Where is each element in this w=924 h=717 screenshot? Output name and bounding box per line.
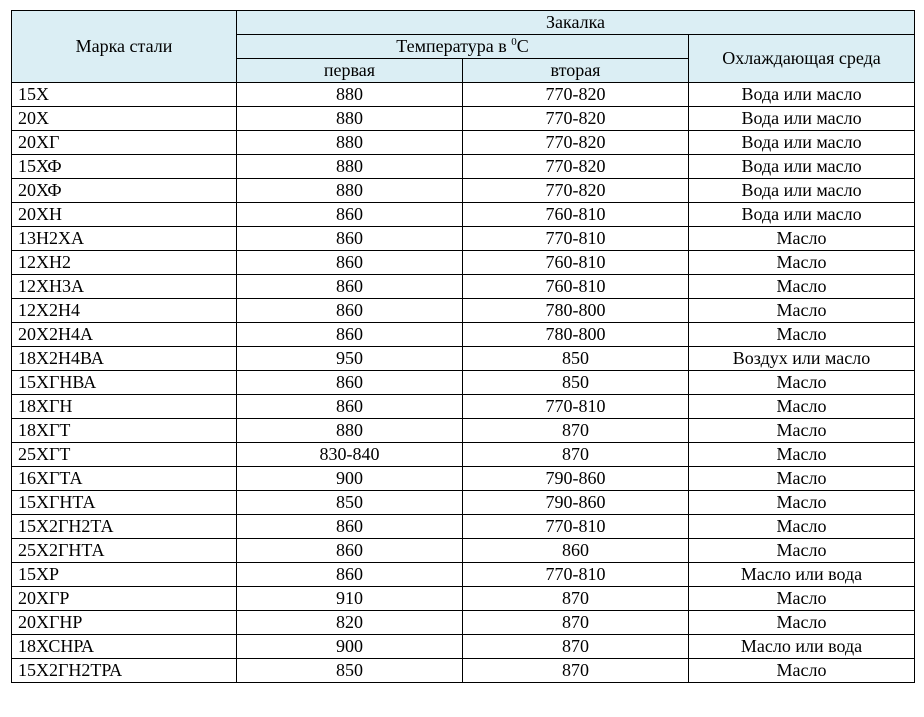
table-row — [12, 179, 915, 203]
cooling-medium-cell: Масло — [689, 659, 915, 683]
cooling-medium-cell: Вода или масло — [689, 203, 915, 227]
table-row — [12, 323, 915, 347]
second-temp-cell: 770-810 — [463, 515, 689, 539]
temperature-label: Температура в — [396, 36, 512, 56]
steel-grade-cell: 15Х2ГН2ТА — [12, 515, 237, 539]
first-temp-cell: 880 — [237, 155, 463, 179]
first-temp-cell: 860 — [237, 275, 463, 299]
second-temp-cell: 790-860 — [463, 491, 689, 515]
second-temp-cell: 870 — [463, 659, 689, 683]
table-row — [12, 611, 915, 635]
first-temp-cell: 860 — [237, 251, 463, 275]
steel-grade-cell: 20Х — [12, 107, 237, 131]
steel-grade-cell: 15Х2ГН2ТРА — [12, 659, 237, 683]
steel-grade-cell: 18ХГТ — [12, 419, 237, 443]
first-temp-cell: 860 — [237, 203, 463, 227]
degree-superscript: 0 — [511, 36, 517, 48]
table-row — [12, 107, 915, 131]
second-temp-cell: 770-820 — [463, 83, 689, 107]
cooling-medium-cell: Масло — [689, 299, 915, 323]
steel-grade-cell: 20ХГНР — [12, 611, 237, 635]
header-row-1 — [12, 11, 915, 35]
second-temp-cell: 870 — [463, 635, 689, 659]
table-row — [12, 347, 915, 371]
first-temp-cell: 860 — [237, 299, 463, 323]
steel-grade-cell: 20ХГ — [12, 131, 237, 155]
steel-grade-cell: 20ХН — [12, 203, 237, 227]
table-row — [12, 227, 915, 251]
first-temp-cell: 850 — [237, 491, 463, 515]
second-temp-cell: 770-810 — [463, 395, 689, 419]
grade-column-header: Марка стали — [12, 11, 237, 83]
table-row — [12, 203, 915, 227]
second-temp-cell: 790-860 — [463, 467, 689, 491]
steel-quenching-table — [11, 10, 915, 683]
cooling-medium-cell: Масло или вода — [689, 635, 915, 659]
quench-header: Закалка — [237, 11, 915, 35]
cooling-medium-cell: Масло — [689, 611, 915, 635]
first-temp-cell: 910 — [237, 587, 463, 611]
second-temp-cell: 850 — [463, 371, 689, 395]
temperature-unit: С — [516, 36, 529, 56]
first-temp-cell: 820 — [237, 611, 463, 635]
cooling-medium-cell: Вода или масло — [689, 83, 915, 107]
first-temp-cell: 950 — [237, 347, 463, 371]
cooling-medium-cell: Масло — [689, 419, 915, 443]
first-temp-header: первая — [237, 59, 463, 83]
steel-grade-cell: 15ХГНТА — [12, 491, 237, 515]
table-row — [12, 539, 915, 563]
cooling-medium-cell: Масло — [689, 227, 915, 251]
second-temp-cell: 770-820 — [463, 179, 689, 203]
second-temp-cell: 780-800 — [463, 323, 689, 347]
second-temp-cell: 770-810 — [463, 563, 689, 587]
table-row — [12, 587, 915, 611]
cooling-medium-cell: Масло — [689, 539, 915, 563]
steel-grade-cell: 15ХР — [12, 563, 237, 587]
first-temp-cell: 880 — [237, 83, 463, 107]
first-temp-cell: 860 — [237, 227, 463, 251]
first-temp-cell: 880 — [237, 419, 463, 443]
cooling-medium-cell: Масло — [689, 443, 915, 467]
second-temp-cell: 770-820 — [463, 131, 689, 155]
cooling-medium-cell: Масло — [689, 587, 915, 611]
first-temp-cell: 860 — [237, 539, 463, 563]
cooling-medium-cell: Вода или масло — [689, 107, 915, 131]
table-row — [12, 443, 915, 467]
second-temp-cell: 870 — [463, 419, 689, 443]
temperature-header — [237, 35, 689, 59]
table-row — [12, 491, 915, 515]
cooling-medium-cell: Масло или вода — [689, 563, 915, 587]
table-row — [12, 635, 915, 659]
first-temp-cell: 880 — [237, 179, 463, 203]
second-temp-cell: 760-810 — [463, 275, 689, 299]
first-temp-cell: 880 — [237, 107, 463, 131]
table-row — [12, 83, 915, 107]
steel-grade-cell: 20Х2Н4А — [12, 323, 237, 347]
steel-grade-cell: 18ХГН — [12, 395, 237, 419]
cooling-medium-cell: Масло — [689, 371, 915, 395]
cooling-medium-cell: Вода или масло — [689, 155, 915, 179]
steel-grade-cell: 15Х — [12, 83, 237, 107]
second-temp-cell: 870 — [463, 587, 689, 611]
cooling-medium-cell: Масло — [689, 275, 915, 299]
first-temp-cell: 850 — [237, 659, 463, 683]
table-row — [12, 419, 915, 443]
steel-grade-cell: 13Н2ХА — [12, 227, 237, 251]
first-temp-cell: 860 — [237, 515, 463, 539]
table-row — [12, 395, 915, 419]
first-temp-cell: 860 — [237, 371, 463, 395]
cooling-medium-cell: Масло — [689, 251, 915, 275]
steel-grade-cell: 15ХФ — [12, 155, 237, 179]
table-row — [12, 155, 915, 179]
first-temp-cell: 900 — [237, 635, 463, 659]
table-row — [12, 299, 915, 323]
steel-grade-cell: 12ХН3А — [12, 275, 237, 299]
second-temp-cell: 870 — [463, 611, 689, 635]
second-temp-cell: 770-810 — [463, 227, 689, 251]
cooling-medium-cell: Масло — [689, 515, 915, 539]
steel-grade-cell: 12ХН2 — [12, 251, 237, 275]
cooling-medium-cell: Вода или масло — [689, 179, 915, 203]
steel-grade-cell: 20ХГР — [12, 587, 237, 611]
cooling-medium-header: Охлаждающая среда — [689, 35, 915, 83]
cooling-medium-cell: Воздух или масло — [689, 347, 915, 371]
table-row — [12, 251, 915, 275]
first-temp-cell: 880 — [237, 131, 463, 155]
table-row — [12, 563, 915, 587]
second-temp-cell: 760-810 — [463, 203, 689, 227]
first-temp-cell: 830-840 — [237, 443, 463, 467]
steel-grade-cell: 20ХФ — [12, 179, 237, 203]
second-temp-header: вторая — [463, 59, 689, 83]
first-temp-cell: 860 — [237, 323, 463, 347]
second-temp-cell: 870 — [463, 443, 689, 467]
cooling-medium-cell: Вода или масло — [689, 131, 915, 155]
steel-grade-cell: 18Х2Н4ВА — [12, 347, 237, 371]
second-temp-cell: 770-820 — [463, 155, 689, 179]
table-row — [12, 515, 915, 539]
second-temp-cell: 760-810 — [463, 251, 689, 275]
second-temp-cell: 780-800 — [463, 299, 689, 323]
cooling-medium-cell: Масло — [689, 323, 915, 347]
second-temp-cell: 860 — [463, 539, 689, 563]
steel-grade-cell: 15ХГНВА — [12, 371, 237, 395]
table-body — [12, 83, 915, 683]
steel-grade-cell: 16ХГТА — [12, 467, 237, 491]
second-temp-cell: 850 — [463, 347, 689, 371]
steel-grade-cell: 25Х2ГНТА — [12, 539, 237, 563]
table-row — [12, 659, 915, 683]
first-temp-cell: 860 — [237, 563, 463, 587]
cooling-medium-cell: Масло — [689, 467, 915, 491]
table-row — [12, 131, 915, 155]
steel-grade-cell: 18ХСНРА — [12, 635, 237, 659]
table-row — [12, 275, 915, 299]
table-row — [12, 371, 915, 395]
cooling-medium-cell: Масло — [689, 395, 915, 419]
cooling-medium-cell: Масло — [689, 491, 915, 515]
steel-grade-cell: 25ХГТ — [12, 443, 237, 467]
steel-grade-cell: 12Х2Н4 — [12, 299, 237, 323]
table-row — [12, 467, 915, 491]
first-temp-cell: 900 — [237, 467, 463, 491]
second-temp-cell: 770-820 — [463, 107, 689, 131]
first-temp-cell: 860 — [237, 395, 463, 419]
table-header — [12, 11, 915, 83]
